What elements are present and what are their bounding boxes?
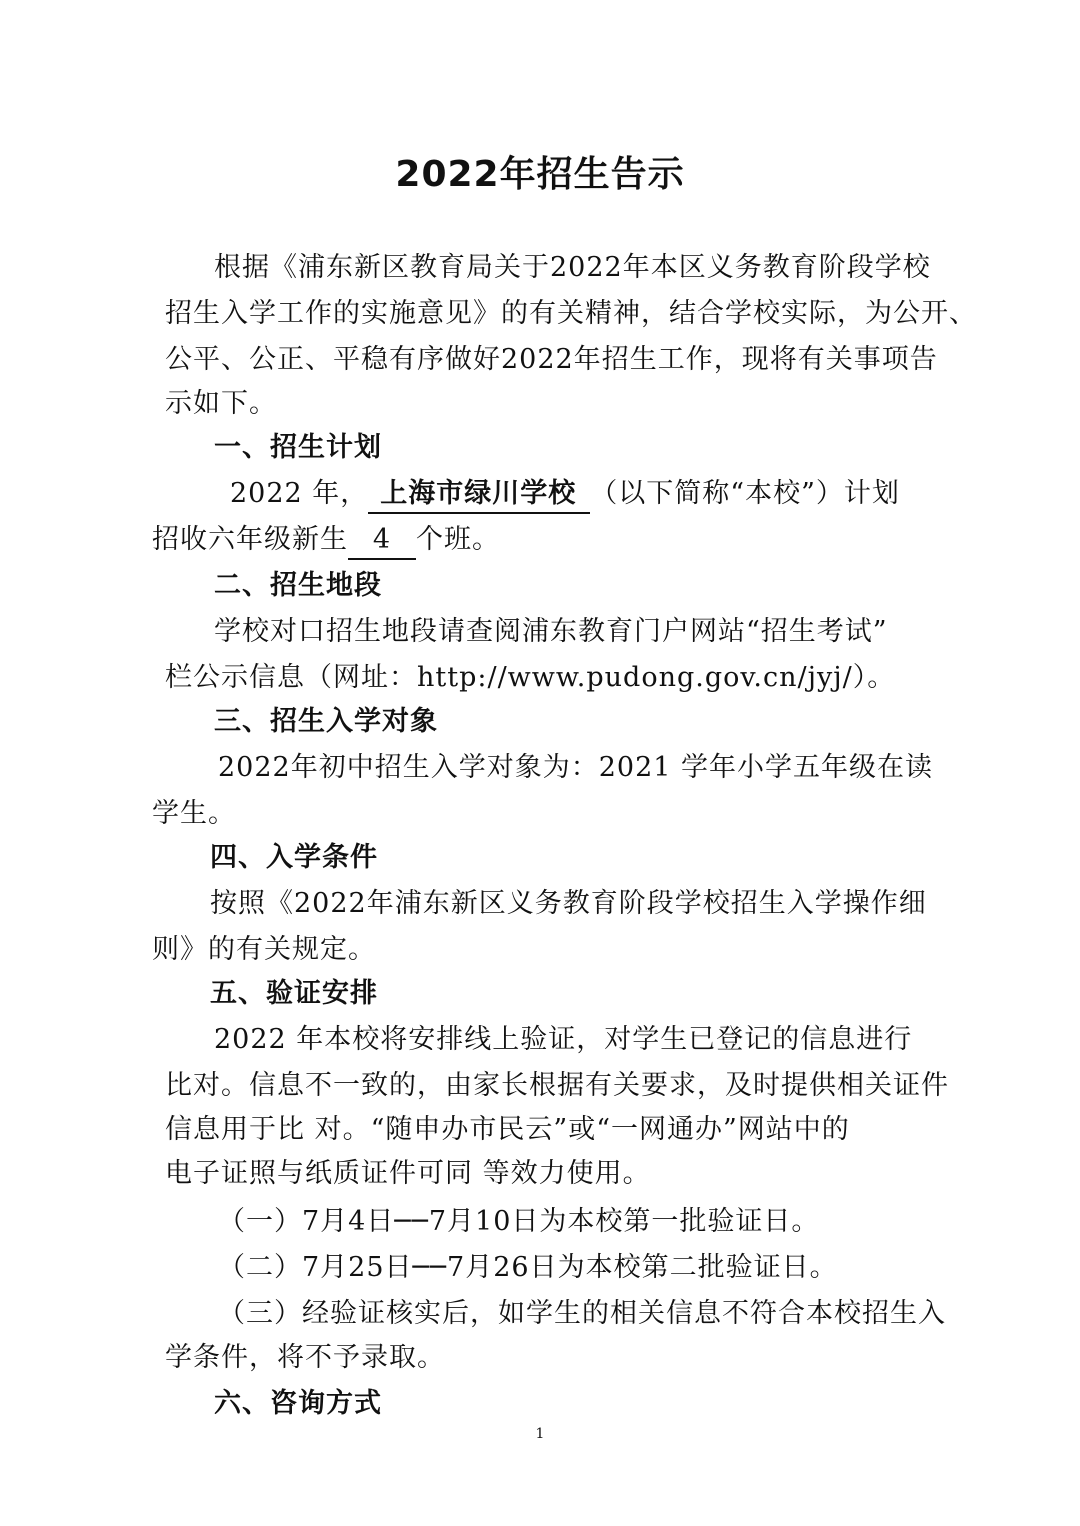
intro-line: 示如下。 — [165, 388, 277, 419]
school-name: 上海市绿川学校 — [368, 476, 590, 514]
verification-date-2: （二）7月25日──7月26日为本校第二批验证日。 — [218, 1252, 838, 1283]
plan-line-suffix: （以下简称“本校”）计划 — [590, 478, 900, 509]
verification-line: 比对。信息不一致的，由家长根据有关要求，及时提供相关证件 — [165, 1070, 949, 1101]
conditions-line: 按照《2022年浦东新区义务教育阶段学校招生入学操作细 — [210, 888, 927, 919]
verification-line: 电子证照与纸质证件可同 等效力使用。 — [165, 1158, 651, 1189]
page-number: 1 — [535, 1426, 545, 1442]
target-line: 2022年初中招生入学对象为：2021 学年小学五年级在读 — [218, 752, 934, 783]
verification-line: 学条件，将不予录取。 — [165, 1342, 445, 1373]
section-heading-conditions: 四、入学条件 — [210, 842, 378, 873]
intro-line: 公平、公正、平稳有序做好2022年招生工作，现将有关事项告 — [165, 344, 938, 375]
conditions-line: 则》的有关规定。 — [152, 934, 376, 965]
verification-line: （三）经验证核实后，如学生的相关信息不符合本校招生入 — [218, 1298, 946, 1329]
class-count: 4 — [348, 522, 416, 560]
target-line: 学生。 — [152, 798, 236, 829]
district-line: 学校对口招生地段请查阅浦东教育门户网站“招生考试” — [214, 616, 888, 647]
section-heading-contact: 六、咨询方式 — [214, 1388, 382, 1419]
plan-line-prefix: 招收六年级新生 — [152, 524, 348, 555]
page-title: 2022年招生告示 — [395, 154, 685, 195]
plan-line — [230, 476, 900, 514]
plan-line — [152, 522, 500, 560]
section-heading-district: 二、招生地段 — [214, 570, 382, 601]
verification-line: 2022 年本校将安排线上验证，对学生已登记的信息进行 — [214, 1024, 913, 1055]
verification-date-1: （一）7月4日──7月10日为本校第一批验证日。 — [218, 1206, 820, 1237]
section-heading-plan: 一、招生计划 — [214, 432, 382, 463]
verification-line: 信息用于比 对。“随申办市民云”或“一网通办”网站中的 — [165, 1114, 850, 1145]
district-line: 栏公示信息（网址：http://www.pudong.gov.cn/jyj/）。 — [165, 662, 896, 693]
section-heading-verification: 五、验证安排 — [210, 978, 378, 1009]
plan-line-suffix: 个班。 — [416, 524, 500, 555]
section-heading-target: 三、招生入学对象 — [214, 706, 438, 737]
intro-line: 根据《浦东新区教育局关于2022年本区义务教育阶段学校 — [214, 252, 931, 283]
plan-year-text: 2022 年， — [230, 478, 369, 509]
intro-line: 招生入学工作的实施意见》的有关精神，结合学校实际，为公开、 — [165, 298, 977, 329]
